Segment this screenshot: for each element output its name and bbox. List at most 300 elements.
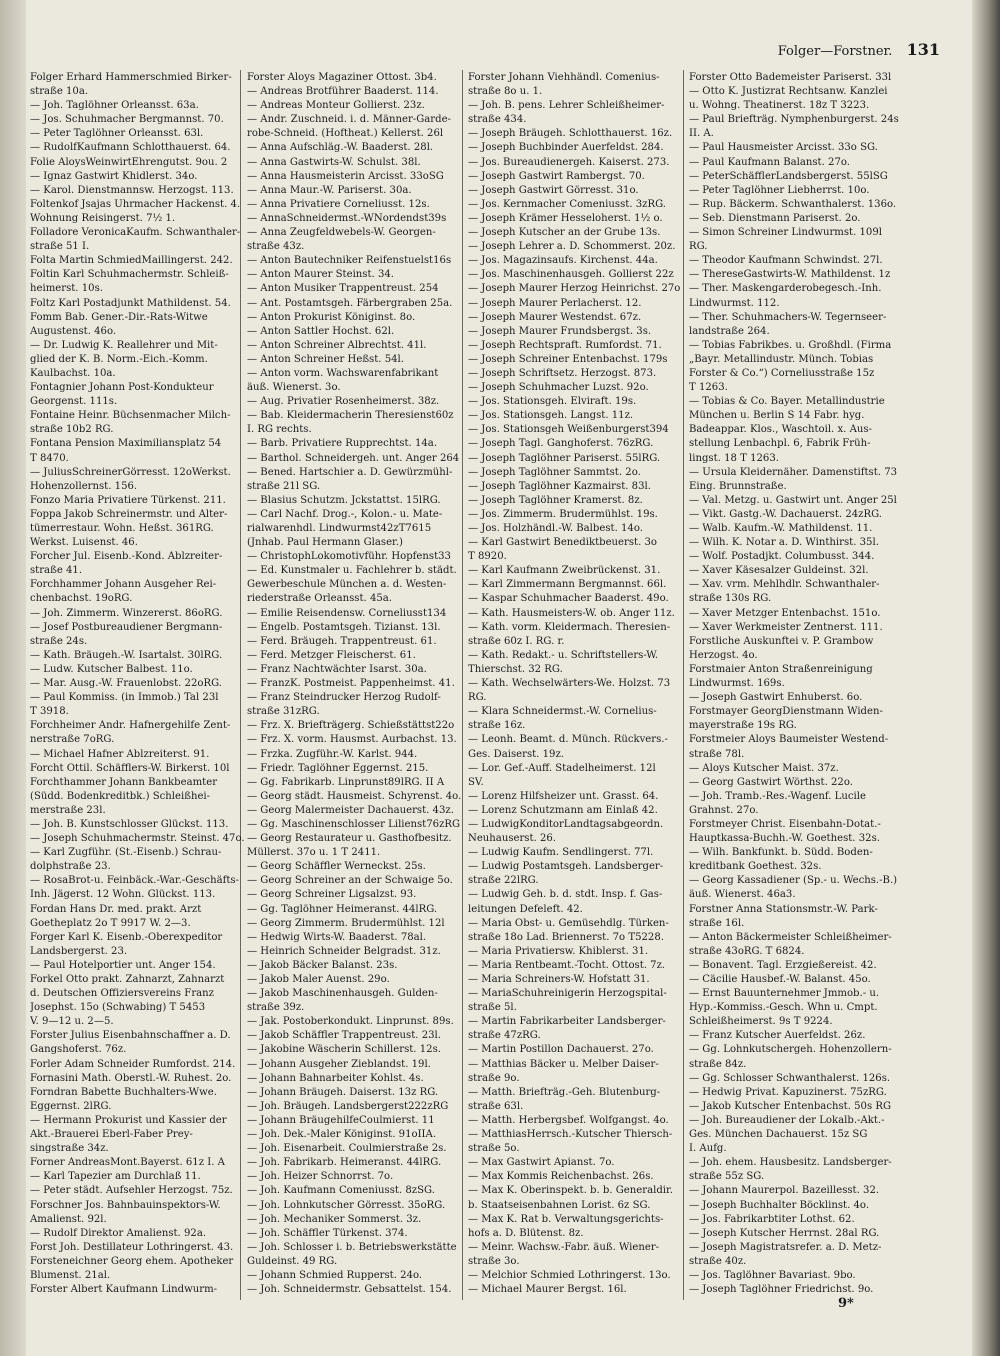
directory-line: — Bab. Kleidermacherin Theresienst60z: [247, 410, 454, 422]
directory-line: — Xaver Käsesalzer Guldeinst. 32l.: [689, 565, 869, 577]
directory-line: — Jos. Stationsgeh. Elviraft. 19s.: [468, 396, 637, 408]
directory-line: — Max K. Rat b. Verwaltungsgerichts-: [468, 1213, 664, 1225]
directory-line: Georgenst. 111s.: [30, 396, 118, 408]
directory-line: äuß. Wienerst. 3o.: [247, 382, 341, 394]
directory-line: u. Wohng. Theatinerst. 18z T 3223.: [689, 100, 870, 112]
directory-line: — Cäcilie Hausbef.-W. Balanst. 45o.: [689, 974, 871, 985]
directory-line: — Max Gastwirt Apianst. 7o.: [468, 1157, 615, 1169]
directory-line: — Franz Kutscher Auerfeldst. 26z.: [689, 1030, 866, 1042]
directory-line: Müllerst. 37o u. 1 T 2411.: [247, 847, 381, 859]
directory-line: — Joseph Kutscher Herrnst. 28al RG.: [689, 1227, 880, 1239]
directory-line: — Anna Aufschläg.-W. Baaderst. 28l.: [247, 142, 434, 154]
directory-line: straße 22lRG.: [468, 875, 539, 887]
directory-line: Forcht Ottil. Schäfflers-W. Birkerst. 10l: [30, 762, 230, 774]
directory-line: — Paul Kommiss. (in Immob.) Tal 23l: [30, 692, 219, 704]
directory-line: straße 47zRG.: [468, 1030, 541, 1042]
directory-line: — Ed. Kunstmaler u. Fachlehrer b. städt.: [247, 565, 457, 577]
directory-line: Josephst. 15o (Schwabing) T 5453: [30, 1002, 206, 1014]
directory-line: Forstner Anna Stationsmstr.-W. Park-: [689, 903, 878, 915]
directory-line: straße 434.: [468, 114, 527, 126]
directory-line: Schleißheimerst. 9s T 9224.: [689, 1016, 833, 1028]
directory-line: — Joh. Eisenarbeit. Coulmierstraße 2s.: [247, 1143, 447, 1155]
directory-line: singstraße 34z.: [30, 1143, 109, 1155]
directory-line: — Joseph Gastwirt Rambergst. 70.: [468, 170, 645, 182]
directory-line: — Wilh. K. Notar a. D. Winthirst. 35l.: [689, 537, 879, 549]
directory-line: — Georg Schäffler Werneckst. 25s.: [247, 861, 426, 873]
directory-line: — Anton Musiker Trappentreust. 254: [247, 283, 439, 295]
directory-line: — Jos. Schuhmacher Bergmannst. 70.: [30, 114, 224, 126]
directory-line: — Joseph Gastwirt Görresst. 31o.: [468, 184, 639, 196]
directory-line: — Georg Gastwirt Wörthst. 22o.: [689, 776, 853, 788]
directory-line: — Maria Schreiners-W. Hofstatt 31.: [468, 974, 650, 985]
directory-line: — Jos. Stationsgeh Weißenburgerst394: [468, 424, 669, 436]
directory-line: — RudolfKaufmann Schlotthauerst. 64.: [30, 142, 231, 154]
directory-line: straße 5l.: [468, 1002, 517, 1014]
directory-line: — Anton Maurer Steinst. 34.: [247, 269, 395, 281]
directory-line: — Ferd. Metzger Fleischerst. 61.: [247, 649, 416, 661]
directory-line: straße 39z.: [247, 1002, 305, 1014]
directory-line: tümerrestaur. Wohn. Heßst. 361RG.: [30, 523, 214, 534]
directory-line: Forstliche Auskunftei v. P. Grambow: [689, 635, 874, 647]
directory-line: — Heinrich Schneider Belgradst. 31z.: [247, 945, 441, 957]
directory-line: — Anton Bautechniker Reifenstuelst16s: [247, 255, 452, 267]
directory-line: — Ludw. Kutscher Balbest. 11o.: [30, 663, 193, 675]
directory-line: — Max K. Oberinspekt. b. b. Generaldir.: [468, 1185, 673, 1197]
directory-line: — Karl Zimmermann Bergmannst. 66l.: [468, 579, 667, 591]
directory-line: nerstraße 7oRG.: [30, 734, 115, 746]
directory-line: glied der K. B. Norm.-Eich.-Komm.: [30, 353, 208, 365]
directory-line: Forchthammer Johann Bankbeamter: [30, 776, 218, 788]
directory-line: straße 3o.: [468, 1255, 520, 1267]
directory-line: Neuhauserst. 26.: [468, 833, 557, 845]
page-header: [760, 40, 940, 62]
directory-line: — Karl Kaufmann Zweibrückenst. 31.: [468, 565, 661, 577]
directory-line: — Hermann Prokurist und Kassier der: [30, 1114, 227, 1126]
directory-line: — Joseph Buchhalter Böcklinst. 4o.: [689, 1199, 870, 1211]
directory-line: — Joseph Taglöhner Friedrichst. 9o.: [689, 1284, 874, 1296]
directory-line: Forstmaier Anton Straßenreinigung: [689, 663, 873, 675]
directory-line: — Maria Privatiersw. Khiblerst. 31.: [468, 945, 649, 957]
directory-line: straße 55z SG.: [689, 1171, 765, 1183]
directory-line: — Joh. Schlosser i. b. Betriebswerkstätte: [247, 1241, 457, 1253]
directory-line: — Joseph Maurer Westendst. 67z.: [468, 311, 642, 323]
directory-line: — Jos. Magazinsaufs. Kirchenst. 44a.: [468, 255, 658, 267]
directory-line: — Val. Metzg. u. Gastwirt unt. Anger 25l: [689, 494, 897, 506]
directory-line: Forkel Otto prakt. Zahnarzt, Zahnarzt: [30, 974, 225, 985]
directory-line: — Peter Taglöhner Liebherrst. 10o.: [689, 184, 870, 196]
directory-line: — Georg städt. Hausmeist. Schyrenst. 4o.: [247, 790, 462, 802]
directory-line: — Ernst Bauunternehmer Jmmob.- u.: [689, 988, 880, 1000]
directory-line: Kaulbachst. 10a.: [30, 367, 116, 379]
directory-line: — Joseph Schreiner Entenbachst. 179s: [468, 353, 668, 365]
directory-line: Folie AloysWeinwirtEhrengutst. 9ou. 2: [30, 156, 228, 168]
directory-line: — Anna Gastwirts-W. Schulst. 38l.: [247, 156, 421, 168]
directory-line: — Mar. Ausg.-W. Frauenlobst. 22oRG.: [30, 678, 222, 690]
directory-line: — Gg. Maschinenschlosser Lilienst76zRG: [247, 818, 461, 830]
signature-mark: 9*: [838, 1296, 854, 1311]
directory-line: — Joseph Bräugeh. Schlotthauerst. 16z.: [468, 128, 673, 140]
directory-line: — Frzka. Zugführ.-W. Karlst. 944.: [247, 748, 418, 760]
directory-line: Foltenkof Jsajas Uhrmacher Hackenst. 4.: [30, 198, 241, 210]
directory-line: — Carl Nachf. Drog.-, Kolon.- u. Mate-: [247, 508, 443, 520]
directory-line: — Anton Schreiner Heßst. 54l.: [247, 353, 404, 365]
directory-line: Forstmeier Aloys Baumeister Westend-: [689, 734, 889, 746]
directory-line: — Franz Nachtwächter Isarst. 30a.: [247, 663, 427, 675]
directory-line: — Ignaz Gastwirt Khidlerst. 34o.: [30, 170, 198, 182]
directory-line: — Michael Hafner Ablzreiterst. 91.: [30, 748, 210, 760]
directory-line: — Friedr. Taglöhner Eggernst. 215.: [247, 762, 429, 774]
directory-line: — Engelb. Postamtsgeh. Tizianst. 13l.: [247, 621, 441, 633]
directory-line: — Peter städt. Aufsehler Herzogst. 75z.: [30, 1185, 233, 1197]
directory-line: straße 51 I.: [30, 241, 90, 253]
directory-line: — Jos. Maschinenhausgeh. Gollierst 22z: [468, 269, 674, 281]
directory-line: Landsbergerst. 23.: [30, 945, 128, 957]
directory-line: — Vikt. Gastg.-W. Dachauerst. 24zRG.: [689, 508, 883, 520]
directory-line: — Jos. Holzhändl.-W. Balbest. 14o.: [468, 523, 643, 534]
directory-line: lingst. 18 T 1263.: [689, 452, 779, 464]
directory-line: — Karol. Dienstmannsw. Herzogst. 113.: [30, 184, 234, 196]
directory-line: — Joh. Zimmerm. Winzererst. 86oRG.: [30, 607, 223, 619]
directory-line: — Andreas Brotführer Baaderst. 114.: [247, 86, 439, 98]
directory-line: straße 24s.: [30, 635, 88, 647]
directory-line: heimerst. 10s.: [30, 283, 103, 295]
directory-line: „Bayr. Metallindustr. Münch. Tobias: [689, 353, 874, 365]
directory-line: — Aug. Privatier Rosenheimerst. 38z.: [247, 396, 440, 408]
page-edge-shadow: [972, 0, 1000, 1356]
directory-line: — Jos. Taglöhner Bavariast. 9bo.: [689, 1269, 856, 1281]
directory-line: straße 78l.: [689, 748, 745, 760]
directory-line: — Joseph Taglöhner Sammtst. 2o.: [468, 466, 641, 478]
directory-line: Fonzo Maria Privatiere Türkenst. 211.: [30, 494, 226, 506]
directory-line: — Anna Hausmeisterin Arcisst. 33oSG: [247, 170, 444, 182]
directory-line: — Joseph Rechtspraft. Rumfordst. 71.: [468, 339, 662, 351]
directory-column-4: [689, 71, 921, 1296]
directory-line: — Ant. Postamtsgeh. Färbergraben 25a.: [247, 297, 453, 309]
directory-line: — LudwigKonditorLandtagsabgeordn.: [468, 818, 664, 830]
directory-line: — Kath. Bräugeh.-W. Isartalst. 30lRG.: [30, 649, 223, 661]
directory-line: Forsteneichner Georg ehem. Apotheker: [30, 1255, 234, 1267]
directory-line: Gangshoferst. 76z.: [30, 1044, 127, 1056]
directory-line: — Jakobine Wäscherin Schillerst. 12s.: [247, 1044, 441, 1056]
directory-line: — Simon Schreiner Lindwurmst. 109l: [689, 227, 882, 239]
directory-line: Fornasini Math. Oberstl.-W. Ruhest. 2o.: [30, 1072, 232, 1084]
directory-line: Folger Erhard Hammerschmied Birker-: [30, 72, 232, 83]
directory-line: — Joseph Lehrer a. D. Schommerst. 20z.: [468, 241, 676, 253]
directory-line: Forster Otto Bademeister Pariserst. 33l: [689, 72, 892, 83]
directory-line: — Klara Schneidermst.-W. Cornelius-: [468, 706, 657, 718]
directory-line: straße 5o.: [468, 1143, 520, 1155]
directory-line: b. Staatseisenbahnen Lorist. 6z SG.: [468, 1199, 651, 1211]
directory-line: — Xaver Werkmeister Zentnerst. 111.: [689, 621, 883, 633]
directory-line: — Georg Schreiner Ligsalzst. 93.: [247, 889, 417, 901]
directory-line: Akt.-Brauerei Eberl-Faber Prey-: [30, 1129, 193, 1141]
directory-line: d. Deutschen Offiziersvereins Franz: [30, 988, 214, 1000]
directory-line: Forster Julius Eisenbahnschaffner a. D.: [30, 1030, 231, 1042]
directory-line: Forster Johann Viehhändl. Comenius-: [468, 72, 660, 83]
directory-line: Blumenst. 21al.: [30, 1269, 111, 1281]
directory-line: Forst Joh. Destillateur Lothringerst. 43.: [30, 1241, 234, 1253]
directory-line: — Anton Prokurist Königinst. 8o.: [247, 311, 416, 323]
directory-line: Goetheplatz 2o T 9917 W. 2—3.: [30, 917, 191, 929]
directory-line: — Anton Sattler Hochst. 62l.: [247, 325, 395, 337]
directory-line: — Joseph Maurer Herzog Heinrichst. 27o: [468, 283, 681, 295]
directory-line: — Anton Schreiner Albrechtst. 41l.: [247, 339, 427, 351]
directory-line: straße 43z.: [247, 241, 305, 253]
directory-line: — Joh. Dek.-Maler Königinst. 91oIIA.: [247, 1129, 437, 1141]
directory-line: — Blasius Schutzm. Jckstattst. 15lRG.: [247, 494, 441, 506]
directory-line: RG.: [468, 692, 487, 704]
directory-line: Hauptkassa-Buchh.-W. Goethest. 32s.: [689, 833, 880, 845]
directory-line: straße 63l.: [468, 1100, 524, 1112]
directory-line: riederstraße Orleansst. 45a.: [247, 593, 393, 605]
directory-line: — PeterSchäfflerLandsbergerst. 55lSG: [689, 170, 888, 182]
directory-line: straße 18o Lad. Briennerst. 7o T5228.: [468, 931, 664, 943]
directory-line: — Wolf. Postadjkt. Columbusst. 344.: [689, 551, 875, 563]
directory-line: — Bened. Hartschier a. D. Gewürzmühl-: [247, 466, 453, 478]
directory-line: — Anna Zeugfeldwebels-W. Georgen-: [247, 227, 436, 239]
directory-line: leitungen Defeleft. 42.: [468, 903, 583, 915]
directory-line: — Hedwig Privat. Kapuzinerst. 75zRG.: [689, 1086, 887, 1098]
directory-line: — Karl Tapezier am Durchlaß 11.: [30, 1171, 201, 1183]
directory-line: — Joseph Krämer Hesseloherst. 1½ o.: [468, 212, 663, 224]
directory-line: straße 84z.: [689, 1058, 747, 1070]
directory-line: — Anton Bäckermeister Schleißheimer-: [689, 931, 892, 943]
directory-line: — Joseph Tagl. Ganghoferst. 76zRG.: [468, 438, 654, 450]
directory-line: Thierschst. 32 RG.: [468, 663, 563, 675]
directory-line: straße 16l.: [689, 917, 745, 929]
directory-line: äuß. Wienerst. 46a3.: [689, 889, 796, 901]
directory-line: — Leonh. Beamt. d. Münch. Rückvers.-: [468, 734, 668, 746]
directory-line: Foltz Karl Postadjunkt Mathildenst. 54.: [30, 297, 231, 309]
directory-line: — MatthiasHerrsch.-Kutscher Thiersch-: [468, 1129, 673, 1141]
directory-line: — Otto K. Justizrat Rechtsanw. Kanzlei: [689, 86, 888, 98]
directory-line: Augustenst. 46o.: [30, 325, 117, 337]
directory-column-3: [468, 71, 700, 1296]
directory-line: straße 43oRG. T 6824.: [689, 945, 805, 957]
directory-line: — Joh. Heizer Schnorrst. 7o.: [247, 1171, 394, 1183]
directory-line: — Joh. Taglöhner Orleansst. 63a.: [30, 100, 199, 112]
directory-line: — Joh. Lohnkutscher Görresst. 35oRG.: [247, 1199, 446, 1211]
directory-line: — Jos. Stationsgeh. Langst. 11z.: [468, 410, 634, 422]
directory-line: — Peter Taglöhner Orleansst. 63l.: [30, 128, 204, 140]
directory-line: — Michael Maurer Bergst. 16l.: [468, 1284, 627, 1296]
directory-line: — Johann Bräugeh. Daiserst. 13z RG.: [247, 1086, 439, 1098]
directory-line: — Xaver Metzger Entenbachst. 151o.: [689, 607, 881, 619]
directory-line: — Jakob Kutscher Entenbachst. 50s RG: [689, 1100, 892, 1112]
directory-line: — Johann Maurerpol. Bazeillesst. 32.: [689, 1185, 880, 1197]
directory-line: — Joseph Buchbinder Auerfeldst. 284.: [468, 142, 664, 154]
running-title: Folger—Forstner.: [777, 44, 893, 59]
directory-line: SV.: [468, 776, 484, 788]
directory-line: — Ther. Schuhmachers-W. Tegernseer-: [689, 311, 887, 323]
directory-line: München u. Berlin S 14 Fabr. hyg.: [689, 410, 865, 422]
directory-line: — Jak. Postoberkondukt. Linprunst. 89s.: [247, 1016, 454, 1028]
directory-line: — Johann Bahnarbeiter Kohlst. 4s.: [247, 1072, 424, 1084]
directory-line: — Seb. Dienstmann Pariserst. 2o.: [689, 212, 861, 224]
directory-line: chenbachst. 19oRG.: [30, 593, 133, 605]
directory-line: — Kath. Wechselwärters-We. Holzst. 73: [468, 678, 671, 690]
directory-line: Lindwurmst. 169s.: [689, 678, 785, 690]
directory-line: — Paul Kaufmann Balanst. 27o.: [689, 156, 850, 168]
directory-line: RG.: [689, 241, 708, 253]
directory-line: — Joseph Schuhmacher Luzst. 92o.: [468, 382, 649, 394]
directory-line: — Joh. Bureaudiener der Lokalb.-Akt.-: [689, 1114, 885, 1126]
directory-line: Forchheimer Andr. Hafnergehilfe Zent-: [30, 720, 231, 732]
directory-line: — Joh. ehem. Hausbesitz. Landsberger-: [689, 1157, 892, 1169]
directory-line: — Bonavent. Tagl. Erzgießereist. 42.: [689, 959, 877, 971]
directory-line: — Ludwig Kaufm. Sendlingerst. 77l.: [468, 847, 654, 859]
directory-line: — Joseph Taglöhner Kazmairst. 83l.: [468, 480, 651, 492]
directory-line: — Gg. Lohnkutschergeh. Hohenzollern-: [689, 1044, 892, 1056]
directory-line: — Georg Malermeister Dachauerst. 43z.: [247, 804, 454, 816]
directory-line: Forner AndreasMont.Bayerst. 61z I. A: [30, 1157, 225, 1169]
directory-column-2: [247, 71, 479, 1296]
directory-line: — Tobias & Co. Bayer. Metallindustrie: [689, 396, 885, 408]
directory-line: I. Aufg.: [689, 1143, 727, 1155]
directory-line: — Emilie Reisendensw. Corneliusst134: [247, 607, 447, 619]
directory-line: Forstmayer GeorgDienstmann Widen-: [689, 706, 883, 718]
directory-line: robe-Schneid. (Hoftheat.) Kellerst. 26l: [247, 128, 444, 140]
directory-line: Ges. München Dachauerst. 15z SG: [689, 1129, 868, 1141]
directory-line: — Walb. Kaufm.-W. Mathildenst. 11.: [689, 523, 873, 534]
directory-line: — Maria Obst- u. Gemüsehdlg. Türken-: [468, 917, 669, 929]
directory-line: — Paul Hotelportier unt. Anger 154.: [30, 959, 216, 971]
directory-line: kreditbank Goethest. 32s.: [689, 861, 822, 873]
directory-line: — Karl Gastwirt Benediktbeuerst. 3o: [468, 537, 658, 549]
directory-line: straße 8o u. 1.: [468, 86, 543, 98]
directory-line: — Melchior Schmied Lothringerst. 13o.: [468, 1269, 671, 1281]
directory-line: — Jos. Kernmacher Comeniusst. 3zRG.: [468, 198, 667, 210]
directory-line: Forstmeyer Christ. Eisenbahn-Dotat.-: [689, 818, 881, 830]
directory-line: (Jnhab. Paul Hermann Glaser.): [247, 537, 403, 549]
directory-line: — Andr. Zuschneid. i. d. Männer-Garde-: [247, 114, 451, 126]
directory-line: Forster & Co.“) Corneliusstraße 15z: [689, 367, 875, 379]
directory-line: straße 21l SG.: [247, 480, 321, 492]
directory-line: — Aloys Kutscher Maist. 37z.: [689, 762, 839, 774]
directory-line: — Johann BräugehilfeCoulmierst. 11: [247, 1114, 435, 1126]
directory-line: — Tobias Fabrikbes. u. Großhdl. (Firma: [689, 339, 892, 351]
directory-line: — Paul Hausmeister Arcisst. 33o SG.: [689, 142, 878, 154]
directory-line: (Südd. Bodenkreditbk.) Schleißhei-: [30, 790, 211, 802]
directory-line: — Johann Schmied Rupperst. 24o.: [247, 1269, 423, 1281]
directory-line: Hyp.-Kommiss.-Gesch. Whn u. Cmpt.: [689, 1002, 878, 1014]
directory-line: — Ursula Kleidernäher. Damenstiftst. 73: [689, 466, 898, 478]
directory-line: T 1263.: [689, 382, 728, 394]
directory-line: — Gg. Taglöhner Heimeranst. 44lRG.: [247, 903, 438, 915]
directory-line: — Meinr. Wachsw.-Fabr. äuß. Wiener-: [468, 1241, 660, 1253]
directory-line: — Joh. Tramb.-Res.-Wagenf. Lucile: [689, 790, 866, 802]
directory-line: — Kaspar Schuhmacher Baaderst. 49o.: [468, 593, 669, 605]
directory-line: — Ludwig Geh. b. d. stdt. Insp. f. Gas-: [468, 889, 663, 901]
directory-line: rialwarenhdl. Lindwurmst42zT7615: [247, 523, 432, 534]
directory-line: — Joh. Mechaniker Sommerst. 3z.: [247, 1213, 422, 1225]
directory-line: — Rup. Bäckerm. Schwanthalerst. 136o.: [689, 198, 897, 210]
directory-line: T 8920.: [468, 551, 507, 563]
directory-line: — Joseph Schuhmachermstr. Steinst. 47o.: [30, 833, 245, 845]
directory-line: — MariaSchuhreinigerin Herzogspital-: [468, 988, 667, 1000]
directory-line: — Barthol. Schneidergeh. unt. Anger 264: [247, 452, 460, 464]
directory-line: — Paul Briefträg. Nymphenburgerst. 24s: [689, 114, 899, 126]
directory-line: Eing. Brunnstraße.: [689, 480, 787, 492]
directory-line: — Andreas Monteur Gollierst. 23z.: [247, 100, 425, 112]
directory-line: — Matth. Briefträg.-Geh. Blutenburg-: [468, 1086, 661, 1098]
directory-line: Folladore VeronicaKaufm. Schwanthaler-: [30, 227, 241, 239]
directory-line: — Lor. Gef.-Auff. Stadelheimerst. 12l: [468, 762, 656, 774]
directory-line: Foppa Jakob Schreinermstr. und Alter-: [30, 508, 228, 520]
directory-line: Forschner Jos. Bahnbauinspektors-W.: [30, 1199, 221, 1211]
directory-line: — Kath. Hausmeisters-W. ob. Anger 11z.: [468, 607, 675, 619]
directory-line: Fontaine Heinr. Büchsenmacher Milch-: [30, 410, 231, 422]
directory-line: — Anna Privatiere Corneliusst. 12s.: [247, 198, 430, 210]
directory-line: — Jos. Zimmerm. Brudermühlst. 19s.: [468, 508, 658, 520]
directory-line: Inh. Jägerst. 12 Wohn. Glückst. 113.: [30, 889, 216, 901]
directory-line: — Joh. Schäffler Türkenst. 374.: [247, 1227, 408, 1239]
directory-line: — Jos. Fabrikarbtiter Lothst. 62.: [689, 1213, 855, 1225]
directory-line: — Georg Restaurateur u. Gasthofbesitz.: [247, 833, 452, 845]
directory-line: — AnnaSchneidermst.-WNordendst39s: [247, 212, 447, 224]
directory-line: — Frz. X. vorm. Hausmst. Aurbachst. 13.: [247, 734, 457, 746]
directory-line: straße 10b2 RG.: [30, 424, 114, 436]
directory-line: mayerstraße 19s RG.: [689, 720, 797, 732]
directory-line: — Maria Rentbeamt.-Tocht. Ottost. 7z.: [468, 959, 666, 971]
directory-line: straße 31zRG.: [247, 706, 320, 718]
directory-line: dolphstraße 23.: [30, 861, 111, 873]
directory-line: straße 130s RG.: [689, 593, 772, 605]
directory-line: — Anton vorm. Wachswarenfabrikant: [247, 367, 439, 379]
directory-line: — Joh. Bräugeh. Landsbergerst222zRG: [247, 1100, 449, 1112]
directory-line: — Karl Zugführ. (St.-Eisenb.) Schrau-: [30, 847, 222, 859]
directory-line: — Martin Fabrikarbeiter Landsberger-: [468, 1016, 666, 1028]
directory-line: Folta Martin SchmiedMaillingerst. 242.: [30, 255, 233, 267]
directory-line: Fontana Pension Maximiliansplatz 54: [30, 438, 222, 450]
directory-line: — ChristophLokomotivführ. Hopfenst33: [247, 551, 451, 563]
directory-column-1: [30, 71, 262, 1296]
directory-line: — Kath. Redakt.- u. Schriftstellers-W.: [468, 649, 659, 661]
directory-line: Werkst. Luisenst. 46.: [30, 537, 138, 549]
directory-line: Forchhammer Johann Ausgeher Rei-: [30, 579, 217, 591]
directory-line: — Joseph Schriftsetz. Herzogst. 873.: [468, 367, 657, 379]
directory-line: Fontagnier Johann Post-Kondukteur: [30, 382, 214, 394]
directory-line: Forster Aloys Magaziner Ottost. 3b4.: [247, 72, 437, 83]
directory-line: straße 60z I. RG. r.: [468, 635, 565, 647]
directory-line: — Joseph Kutscher an der Grube 13s.: [468, 227, 661, 239]
directory-line: — FranzK. Postmeist. Pappenheimst. 41.: [247, 678, 455, 690]
directory-line: — Wilh. Bankfunkt. b. Südd. Boden-: [689, 847, 873, 859]
directory-line: — Kath. vorm. Kleidermach. Theresien-: [468, 621, 671, 633]
directory-line: — Max Kommis Reichenbachst. 26s.: [468, 1171, 654, 1183]
directory-line: straße 41.: [30, 565, 83, 577]
directory-line: Forndran Babette Buchhalters-Wwe.: [30, 1086, 217, 1098]
directory-line: — Joh. Fabrikarb. Heimeranst. 44lRG.: [247, 1157, 442, 1169]
directory-line: I. RG rechts.: [247, 424, 312, 436]
directory-line: — Hedwig Wirts-W. Baaderst. 78al.: [247, 931, 427, 943]
directory-line: — Joh. B. pens. Lehrer Schleißheimer-: [468, 100, 665, 112]
directory-line: — Jakob Maler Auenst. 29o.: [247, 974, 390, 985]
directory-line: Lindwurmst. 112.: [689, 297, 780, 309]
directory-line: — Lorenz Schutzmann am Einlaß 42.: [468, 804, 658, 816]
directory-line: Ges. Daiserst. 19z.: [468, 748, 564, 760]
directory-line: merstraße 23l.: [30, 804, 106, 816]
directory-line: — Jakob Maschinenhausgeh. Gulden-: [247, 988, 438, 1000]
directory-line: Guldeinst. 49 RG.: [247, 1255, 338, 1267]
page-number: 131: [906, 40, 940, 59]
directory-line: Fomm Bab. Gener.-Dir.-Rats-Witwe: [30, 311, 208, 323]
directory-line: Foltin Karl Schuhmachermstr. Schleiß-: [30, 269, 229, 281]
directory-line: Forger Karl K. Eisenb.-Oberexpeditor: [30, 931, 223, 943]
directory-line: Wohnung Reisingerst. 7½ 1.: [30, 212, 176, 224]
directory-line: — Joh. B. Kunstschlosser Glückst. 113.: [30, 818, 229, 830]
directory-line: — Joh. Kaufmann Comeniusst. 8zSG.: [247, 1185, 435, 1197]
